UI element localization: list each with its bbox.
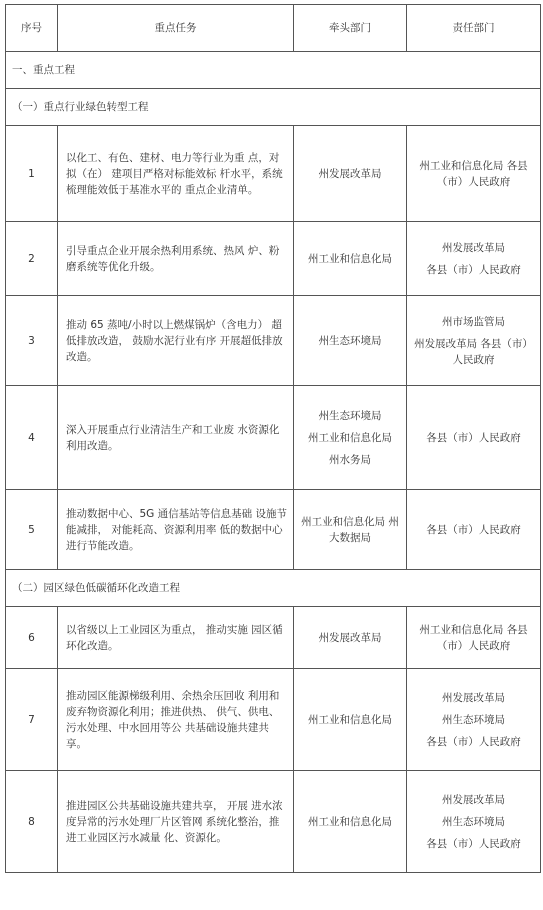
row-no: 2 [6, 222, 58, 296]
lead-dept: 州生态环境局 [318, 409, 382, 422]
row-no: 3 [6, 296, 58, 386]
subsection-title: （一）重点行业绿色转型工程 [6, 89, 541, 126]
subsection-row [6, 570, 541, 607]
table-row [6, 126, 541, 222]
subsection-title: （二）园区绿色低碳循环化改造工程 [6, 570, 541, 607]
row-task: 推动园区能源梯级利用、余热余压回收 利用和废弃物资源化利用；推进供热、 供气、供电、污水处理、中水回用等公 共基础设施共建共享。 [58, 669, 294, 771]
header-lead-dept: 牵头部门 [294, 5, 407, 52]
row-task: 推动数据中心、5G 通信基站等信息基础 设施节能减排， 对能耗高、资源利用率 低的数据中心进行节能改造。 [58, 490, 294, 570]
row-lead-dept: 州工业和信息化局 州大数据局 [294, 490, 407, 570]
section-row [6, 52, 541, 89]
lead-dept: 州水务局 [329, 453, 371, 466]
table-row [6, 386, 541, 490]
subsection-row [6, 89, 541, 126]
row-no: 4 [6, 386, 58, 490]
row-no: 8 [6, 771, 58, 873]
responsible-dept: 州发展改革局 [442, 691, 505, 704]
responsible-dept: 各县（市）人民政府 [426, 431, 521, 444]
responsible-dept: 州工业和信息化局 各县（市）人民政府 [419, 159, 528, 188]
responsible-dept: 州发展改革局 [442, 793, 505, 806]
task-table [5, 4, 541, 873]
row-no: 5 [6, 490, 58, 570]
row-lead-dept: 州工业和信息化局 [294, 669, 407, 771]
row-responsible-dept [407, 126, 541, 222]
table-row [6, 669, 541, 771]
responsible-dept: 各县（市）人民政府 [426, 523, 521, 536]
row-lead-dept: 州工业和信息化局 [294, 222, 407, 296]
row-responsible-dept [407, 296, 541, 386]
table-row [6, 771, 541, 873]
row-responsible-dept [407, 222, 541, 296]
responsible-dept: 州发展改革局 各县（市）人民政府 [414, 337, 533, 366]
table-row [6, 490, 541, 570]
lead-dept: 州工业和信息化局 [308, 431, 392, 444]
row-lead-dept: 州工业和信息化局 [294, 771, 407, 873]
responsible-dept: 各县（市）人民政府 [426, 735, 521, 748]
row-lead-dept: 州生态环境局 [294, 296, 407, 386]
row-lead-dept [294, 386, 407, 490]
table-row [6, 296, 541, 386]
row-responsible-dept [407, 771, 541, 873]
row-responsible-dept [407, 669, 541, 771]
row-task: 引导重点企业开展余热利用系统、热风 炉、粉磨系统等优化升级。 [58, 222, 294, 296]
row-responsible-dept [407, 490, 541, 570]
responsible-dept: 各县（市）人民政府 [426, 263, 521, 276]
table-row [6, 222, 541, 296]
responsible-dept: 州市场监管局 [442, 315, 505, 328]
header-no: 序号 [6, 5, 58, 52]
row-lead-dept: 州发展改革局 [294, 126, 407, 222]
row-task: 以化工、有色、建材、电力等行业为重 点，对拟（在） 建项目严格对标能效标 杆水平，系统梳理能效低于基准水平的 重点企业清单。 [58, 126, 294, 222]
header-responsible-dept: 责任部门 [407, 5, 541, 52]
row-responsible-dept [407, 386, 541, 490]
responsible-dept: 州发展改革局 [442, 241, 505, 254]
row-task: 推动 65 蒸吨/小时以上燃煤锅炉（含电力） 超低排放改造， 鼓励水泥行业有序 开展超低排放改造。 [58, 296, 294, 386]
row-no: 7 [6, 669, 58, 771]
responsible-dept: 州生态环境局 [442, 815, 505, 828]
table-header-row [6, 5, 541, 52]
table-row [6, 607, 541, 669]
row-no: 1 [6, 126, 58, 222]
row-task: 以省级以上工业园区为重点， 推动实施 园区循环化改造。 [58, 607, 294, 669]
section-title: 一、重点工程 [6, 52, 541, 89]
responsible-dept: 州工业和信息化局 各县（市）人民政府 [419, 623, 528, 652]
responsible-dept: 各县（市）人民政府 [426, 837, 521, 850]
row-task: 深入开展重点行业清洁生产和工业废 水资源化利用改造。 [58, 386, 294, 490]
responsible-dept: 州生态环境局 [442, 713, 505, 726]
header-task: 重点任务 [58, 5, 294, 52]
row-task: 推进园区公共基础设施共建共享， 开展 进水浓度异常的污水处理厂片区管网 系统化整治，推进工业园区污水减量 化、资源化。 [58, 771, 294, 873]
row-lead-dept: 州发展改革局 [294, 607, 407, 669]
row-responsible-dept [407, 607, 541, 669]
row-no: 6 [6, 607, 58, 669]
